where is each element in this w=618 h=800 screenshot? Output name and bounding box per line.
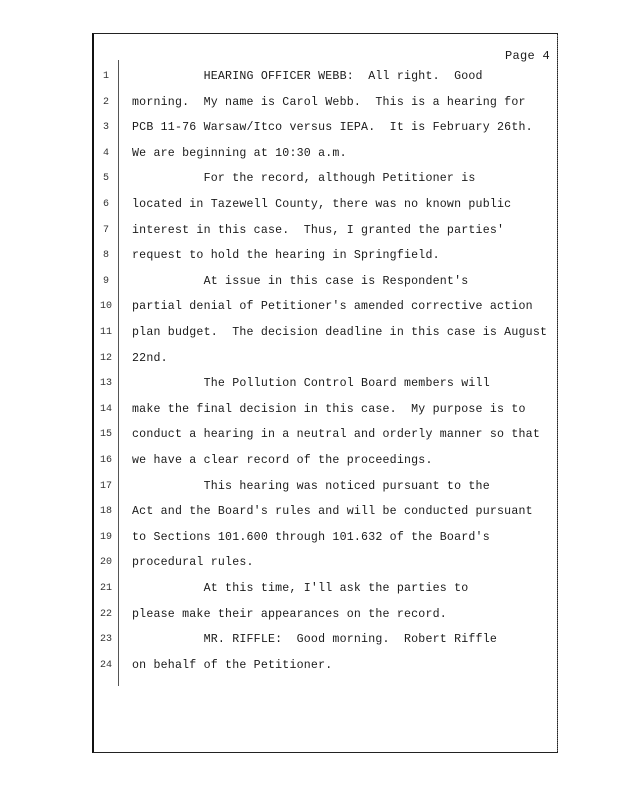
transcript-line: HEARING OFFICER WEBB: All right. Good	[132, 70, 483, 83]
line-number: 1	[102, 71, 109, 82]
line-number: 19	[99, 531, 112, 543]
transcript-line: MR. RIFFLE: Good morning. Robert Riffle	[132, 633, 498, 647]
line-number: 21	[99, 583, 112, 594]
line-number: 24	[99, 659, 112, 671]
line-number: 7	[102, 224, 109, 236]
line-number: 16	[99, 455, 112, 466]
line-number: 10	[99, 301, 112, 313]
line-number-rule	[118, 60, 119, 686]
right-margin-rule	[557, 35, 558, 751]
transcript-line: plan budget. The decision deadline in this case is August	[132, 326, 548, 339]
transcript-line: located in Tazewell County, there was no known public	[132, 198, 512, 211]
line-number: 15	[99, 429, 112, 441]
transcript-line: At issue in this case is Respondent's	[132, 274, 469, 288]
transcript-line: make the final decision in this case. My purpose is to	[132, 402, 526, 416]
line-number: 14	[99, 403, 112, 415]
line-number: 17	[99, 480, 112, 492]
line-number: 12	[99, 352, 112, 364]
transcript-line: For the record, although Petitioner is	[132, 172, 476, 186]
page-number: Page 4	[505, 49, 551, 63]
line-number: 20	[99, 557, 112, 569]
transcript-line: interest in this case. Thus, I granted the parties'	[132, 223, 505, 237]
transcript-line: partial denial of Petitioner's amended corrective action	[132, 300, 533, 314]
line-number: 3	[102, 122, 109, 134]
transcript-line: request to hold the hearing in Springfield.	[132, 249, 440, 263]
transcript-line: At this time, I'll ask the parties to	[132, 582, 469, 595]
transcript-line: morning. My name is Carol Webb. This is a hearing for	[132, 95, 526, 109]
transcript-line: Act and the Board's rules and will be conducted pursuant	[132, 505, 533, 519]
transcript-line: we have a clear record of the proceedings.	[132, 454, 433, 467]
transcript-line: conduct a hearing in a neutral and orderly manner so that	[132, 428, 540, 442]
line-number: 8	[102, 250, 109, 262]
transcript-line: This hearing was noticed pursuant to the	[132, 479, 490, 493]
line-number: 13	[99, 378, 112, 390]
transcript-line: please make their appearances on the record.	[132, 607, 447, 621]
line-number: 2	[102, 96, 109, 108]
transcript-line: to Sections 101.600 through 101.632 of the Board's	[132, 530, 490, 544]
transcript-line: The Pollution Control Board members will	[132, 377, 490, 391]
transcript-line: procedural rules.	[132, 556, 254, 570]
line-number: 4	[102, 147, 109, 159]
line-number: 9	[102, 275, 109, 287]
line-number: 11	[99, 327, 112, 338]
line-number: 18	[99, 506, 112, 518]
transcript-line: PCB 11-76 Warsaw/Itco versus IEPA. It is February 26th.	[132, 121, 533, 135]
transcript-line: 22nd.	[132, 351, 168, 365]
line-number: 22	[99, 608, 112, 620]
line-number: 5	[102, 173, 109, 185]
line-number: 6	[102, 199, 109, 210]
transcript-line: We are beginning at 10:30 a.m.	[132, 146, 347, 160]
transcript-line: on behalf of the Petitioner.	[132, 658, 333, 672]
line-number: 23	[99, 634, 112, 646]
